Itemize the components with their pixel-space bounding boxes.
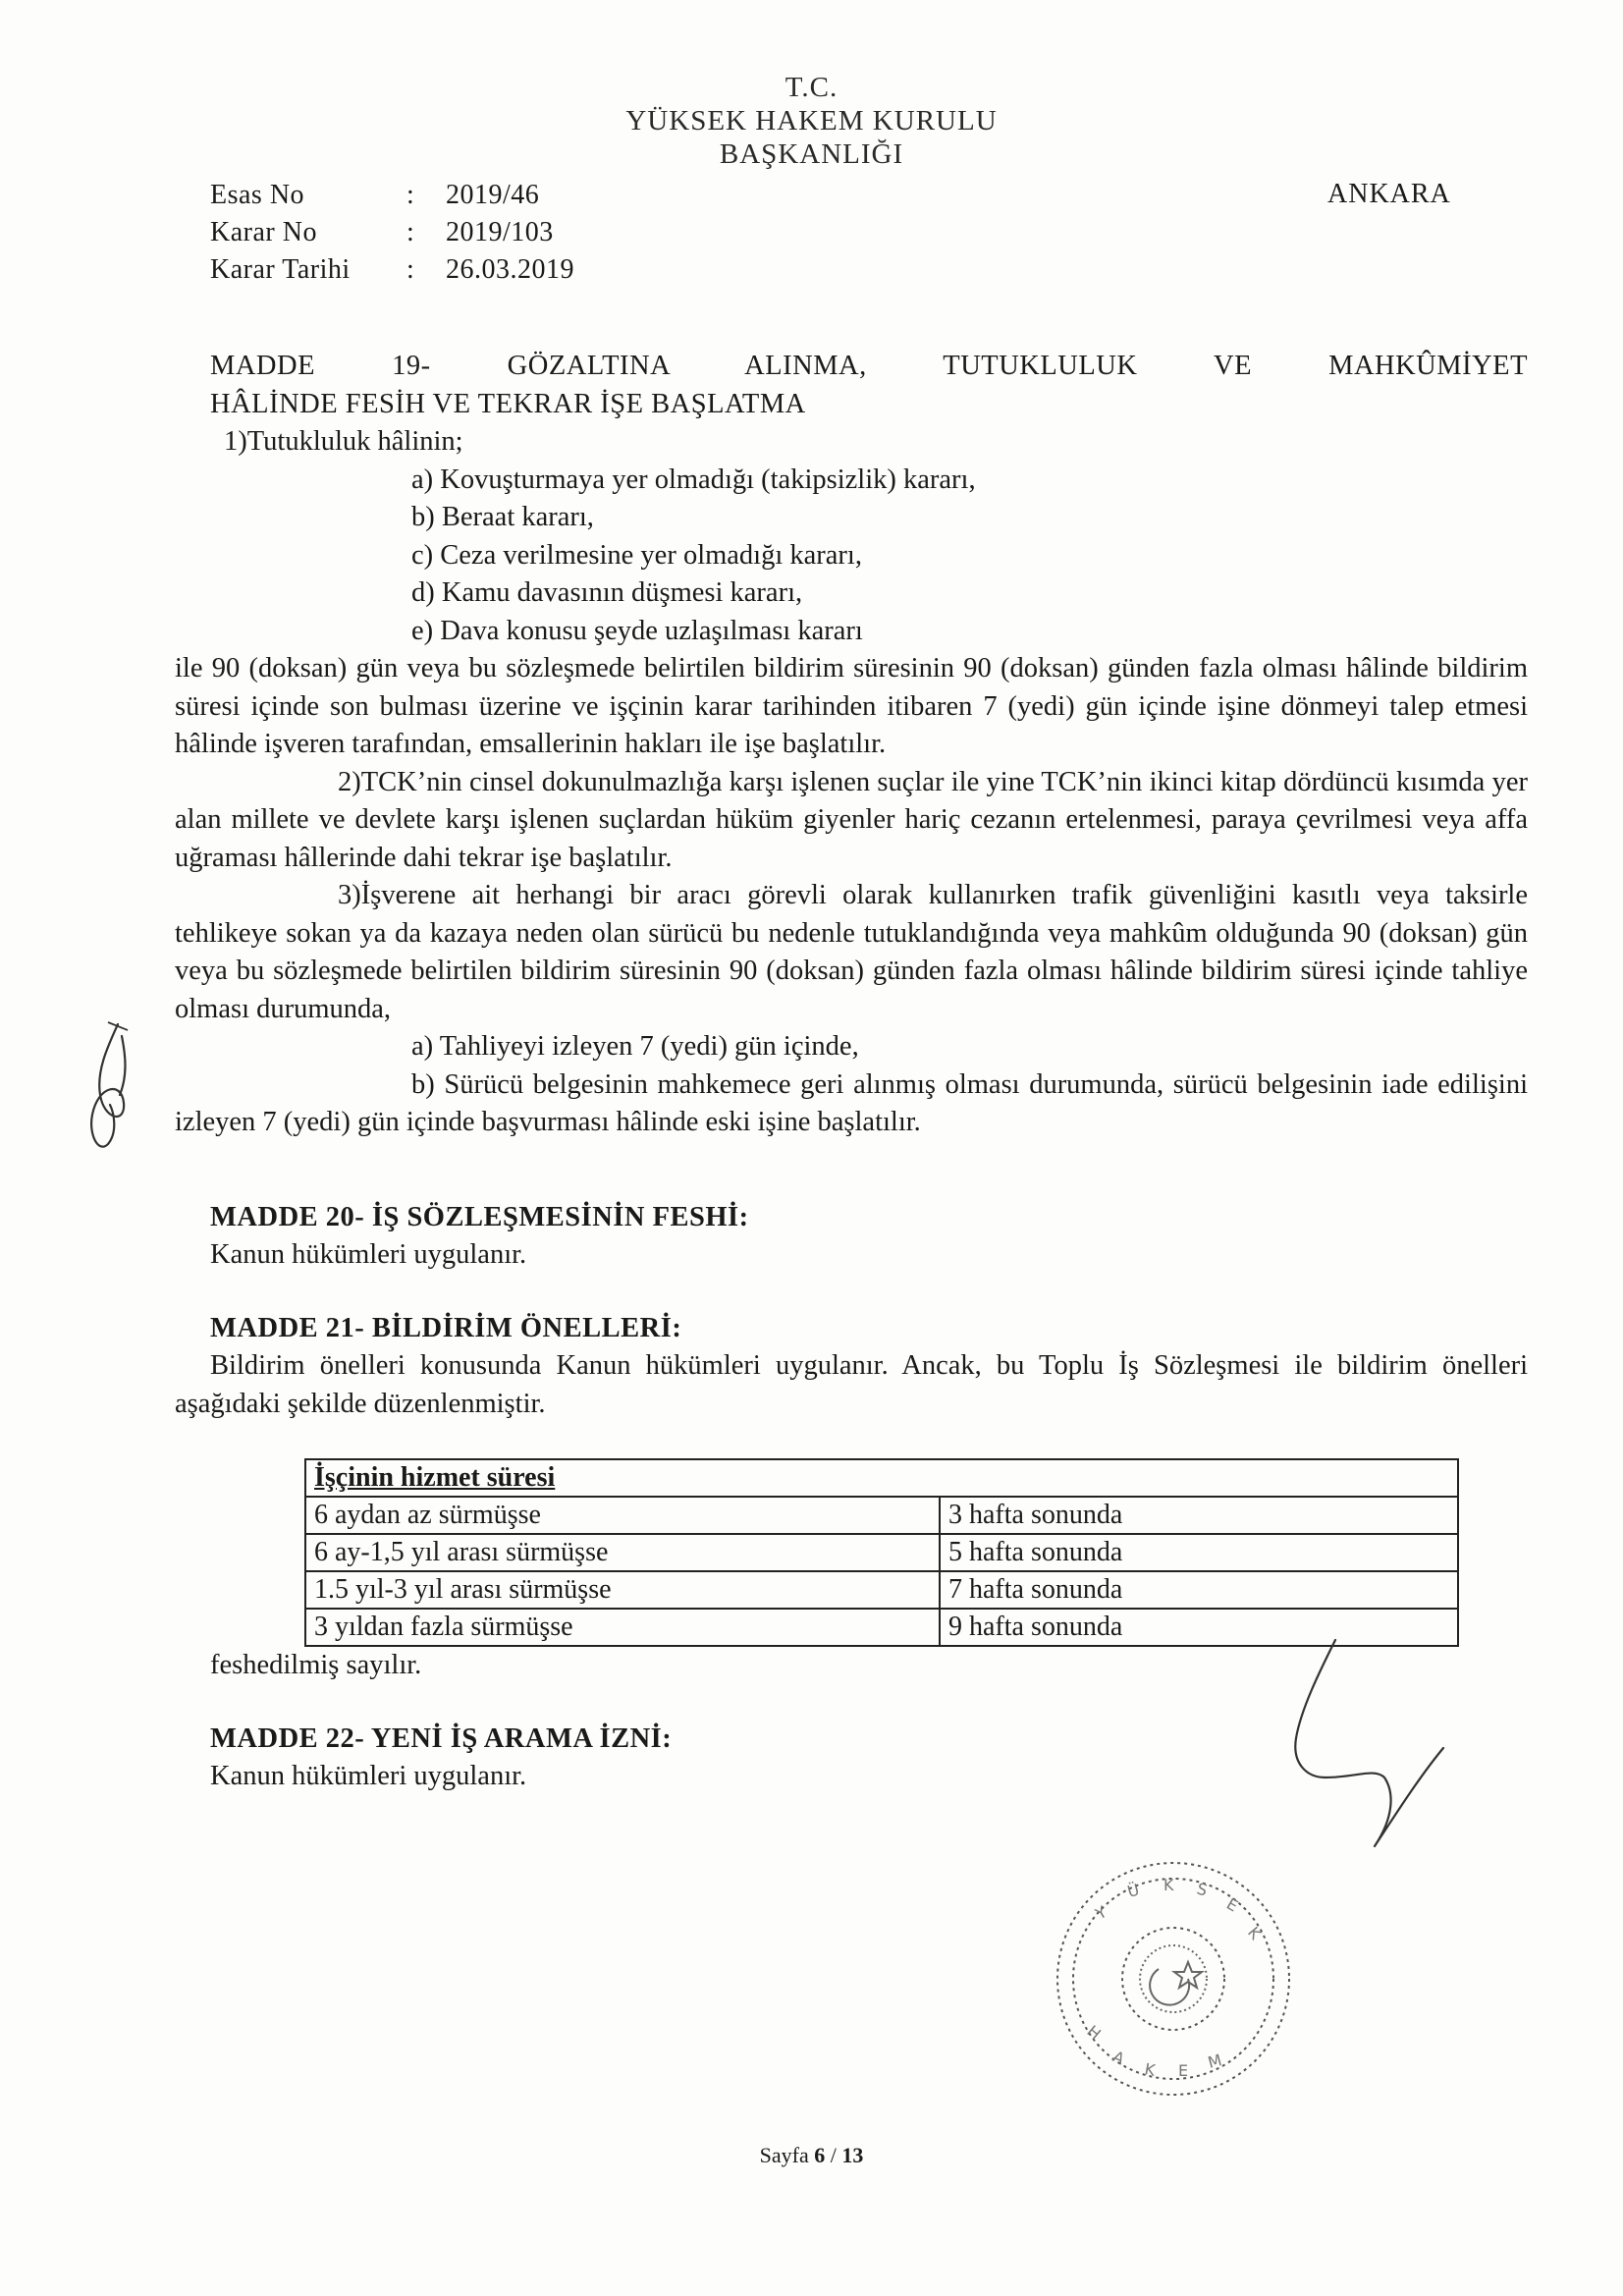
margin-initial-signature [79,1016,157,1164]
svg-text:Ü: Ü [1125,1880,1142,1901]
svg-text:A: A [1109,2047,1128,2069]
madde19-p3-b: b) Sürücü belgesinin mahkemece geri alınmış olması durumunda, sürücü belgesinin iade edilişini izleyen 7 (yedi) gün içinde başvurması hâlinde eski işine başlatılır. [175,1068,1528,1137]
madde19-item-c: c) Ceza verilmesine yer olmadığı kararı, [411,539,862,571]
madde19-item-e: e) Dava konusu şeyde uzlaşılması kararı [411,615,863,646]
city-label: ANKARA [1327,179,1451,209]
page-footer [0,2143,1623,2168]
madde21-body: Bildirim önelleri konusunda Kanun hükümleri uygulanır. Ancak, bu Toplu İş Sözleşmesi ile bildirim önelleri aşağıdaki şekilde düzenlenmiştir. [175,1350,1528,1419]
tarih-label: Karar Tarihi [210,254,351,285]
svg-text:K: K [1143,2059,1157,2080]
duration-cell: 1.5 yıl-3 yıl arası sürmüşse [305,1571,940,1609]
colon: : [406,180,414,210]
header-tc: T.C. [784,72,839,103]
madde21-heading: MADDE 21- BİLDİRİM ÖNELLERİ: [210,1312,682,1343]
madde19-item-b: b) Beraat kararı, [411,502,594,532]
karar-value: 2019/103 [446,217,554,247]
notice-cell: 3 hafta sonunda [940,1497,1458,1534]
document-header [0,71,1623,171]
esas-label: Esas No [210,180,305,210]
page-label: Sayfa [759,2143,809,2167]
madde19-item-d: d) Kamu davasının düşmesi kararı, [411,577,803,608]
table-row [305,1497,1458,1534]
madde19-p1-intro: 1)Tutukluluk hâlinin; [224,426,463,457]
svg-text:H: H [1083,2021,1105,2044]
madde20-heading: MADDE 20- İŞ SÖZLEŞMESİNİN FESHİ: [210,1201,749,1232]
table-header: İşçinin hizmet süresi [305,1459,1458,1497]
header-institution: YÜKSEK HAKEM KURULU [625,105,998,137]
svg-text:K: K [1163,1876,1174,1894]
official-seal-stamp [1041,1846,1306,2111]
madde20-body: Kanun hükümleri uygulanır. [210,1239,527,1270]
colon: : [406,217,414,247]
notice-cell: 5 hafta sonunda [940,1534,1458,1571]
svg-text:K: K [1243,1923,1266,1943]
esas-value: 2019/46 [446,180,540,210]
madde22-body: Kanun hükümleri uygulanır. [210,1761,527,1791]
table-row [305,1571,1458,1609]
case-metadata [210,177,574,289]
madde19-p3: 3)İşverene ait herhangi bir aracı görevli olarak kullanırken trafik güvenliğini kasıtlı veya taksirle tehlikeye sokan ya da kazaya neden olan sürücü bu nedenle tutuklandığında veya mahkûm olduğunda 90 (doksan) gün veya bu sözleşmede belirtilen bildirim süresinin 90 (doksan) günden fazla olması hâlinde bildirim süresi içinde tahliye olması durumunda, [175,880,1528,1024]
header-presidency: BAŞKANLIĞI [719,138,904,170]
page-separator: / [825,2143,842,2167]
madde19-p1-body: ile 90 (doksan) gün veya bu sözleşmede belirtilen bildirim süresinin 90 (doksan) günden fazla olması hâlinde bildirim süresi içinde son bulması üzerine ve işçinin karar tarihinden itibaren 7 (yedi) gün içinde işine dönmeyi talep etmesi hâlinde işveren tarafından, emsallerinin hakları ile işe başlatılır. [175,653,1528,759]
duration-cell: 6 aydan az sürmüşse [305,1497,940,1534]
tarih-row [210,251,574,289]
madde19-p3-a: a) Tahliyeyi izleyen 7 (yedi) gün içinde, [411,1031,859,1062]
duration-cell: 3 yıldan fazla sürmüşse [305,1609,940,1646]
madde19-heading-line2: HÂLİNDE FESİH VE TEKRAR İŞE BAŞLATMA [210,388,806,419]
madde19-item-a: a) Kovuşturmaya yer olmadığı (takipsizlik) kararı, [411,464,976,495]
notice-cell: 7 hafta sonunda [940,1571,1458,1609]
page-total: 13 [841,2143,864,2167]
karar-row [210,214,574,251]
madde22-heading: MADDE 22- YENİ İŞ ARAMA İZNİ: [210,1722,673,1754]
karar-label: Karar No [210,217,317,247]
tarih-value: 26.03.2019 [446,254,574,285]
colon: : [406,254,414,285]
madde19-p2: 2)TCK’nin cinsel dokunulmazlığa karşı işlenen suçlar ile yine TCK’nin ikinci kitap dördüncü kısımda yer alan millete ve devlete karşı işlenen suçlardan hüküm giyenler hariç cezanın ertelenmesi, paraya çevrilmesi veya affa uğraması hâllerinde dahi tekrar işe başlatılır. [175,766,1528,873]
notice-period-table [304,1458,1459,1647]
duration-cell: 6 ay-1,5 yıl arası sürmüşse [305,1534,940,1571]
document-body [175,348,1528,1796]
madde21-after-table: feshedilmiş sayılır. [210,1650,422,1680]
svg-text:E: E [1223,1894,1242,1916]
esas-row [210,177,574,214]
svg-text:E: E [1178,2061,1189,2080]
table-row [305,1534,1458,1571]
madde19-heading-line1: MADDE 19- GÖZALTINA ALINMA, TUTUKLULUK VE MAHKÛMİYET [210,351,1528,381]
page-current: 6 [814,2143,826,2167]
svg-text:M: M [1206,2050,1224,2072]
svg-text:S: S [1194,1879,1210,1900]
signature [1247,1630,1463,1856]
notice-cell: 9 hafta sonunda [940,1609,1458,1646]
table-header-row [305,1459,1458,1497]
svg-text:Y: Y [1092,1902,1110,1924]
